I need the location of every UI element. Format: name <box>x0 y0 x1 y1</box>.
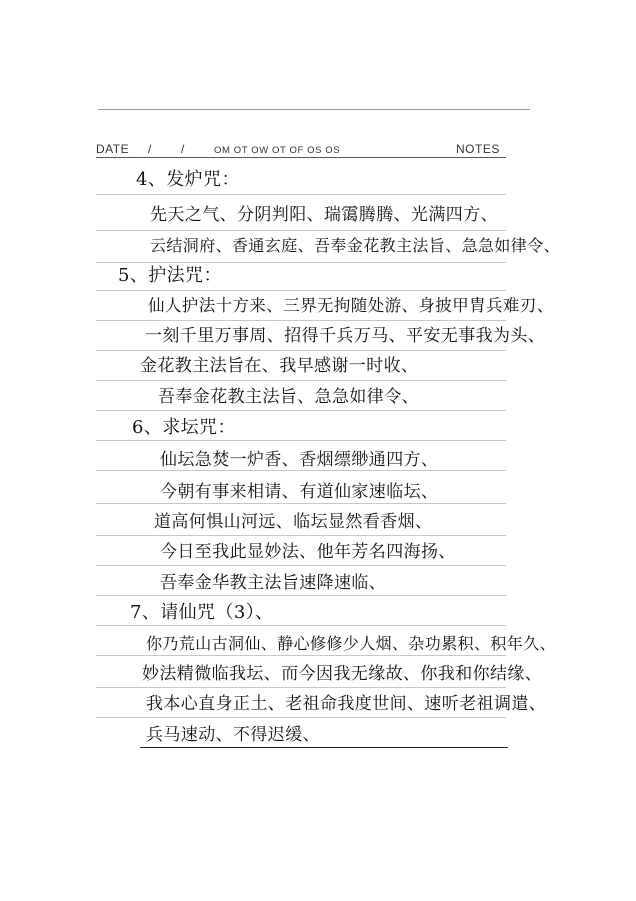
section-heading: 5、护法咒： <box>118 265 222 286</box>
ruled-line <box>96 380 506 381</box>
ruled-line <box>96 350 506 351</box>
text-line: 先天之气、分阴判阳、瑞霭腾腾、光满四方、 <box>150 205 498 225</box>
ruled-line <box>96 320 506 321</box>
weekday-codes: OM OT OW OT OF OS OS <box>214 145 341 156</box>
text-line: 我本心直身正土、老祖命我度世间、速听老祖调遣、 <box>146 694 547 714</box>
ruled-line <box>96 625 506 626</box>
ruled-line <box>96 230 506 231</box>
date-slash: / <box>148 142 152 156</box>
text-line: 金花教主法旨在、我早感谢一时收、 <box>140 356 419 376</box>
text-line: 妙法精微临我坛、而今因我无缘故、你我和你结缘、 <box>142 664 543 684</box>
ruled-line <box>96 503 506 504</box>
ruled-line <box>96 262 506 263</box>
text-line: 云结洞府、香通玄庭、吾奉金花教主法旨、急急如律令、 <box>150 236 561 255</box>
date-slash: / <box>181 142 185 156</box>
header-rule <box>96 157 506 158</box>
date-label: DATE <box>96 142 130 156</box>
top-divider <box>98 109 530 110</box>
text-line: 吾奉金花教主法旨、急急如律令、 <box>158 387 419 407</box>
ruled-line <box>96 717 506 718</box>
ruled-line <box>96 565 506 566</box>
ruled-line <box>96 290 506 291</box>
ruled-line <box>96 687 506 688</box>
ruled-line <box>96 410 506 411</box>
text-line: 道高何惧山河远、临坛显然看香烟、 <box>154 512 433 532</box>
section-heading: 4、发炉咒： <box>136 169 240 190</box>
notes-label: NOTES <box>456 142 500 156</box>
text-line: 仙人护法十方来、三界无拘随处游、身披甲胄兵难刃、 <box>148 296 554 315</box>
text-line: 你乃荒山古洞仙、静心修修少人烟、杂功累积、积年久、 <box>146 634 557 653</box>
text-line: 吾奉金华教主法旨速降速临、 <box>160 573 387 593</box>
section-heading: 7、请仙咒（3）、 <box>130 602 274 623</box>
text-line: 一刻千里万事周、招得千兵万马、平安无事我为头、 <box>145 326 546 346</box>
section-heading: 6、求坛咒： <box>132 417 236 438</box>
ruled-line <box>96 470 506 471</box>
text-line: 今日至我此显妙法、他年芳名四海扬、 <box>160 542 456 562</box>
text-line: 仙坛急焚一炉香、香烟缥缈通四方、 <box>160 450 439 470</box>
text-line: 兵马速动、不得迟缓、 <box>146 725 320 745</box>
text-line: 今朝有事来相请、有道仙家速临坛、 <box>160 482 439 502</box>
ruled-line <box>96 655 506 656</box>
ruled-line <box>96 194 506 195</box>
closing-underline <box>140 747 508 748</box>
ruled-line <box>96 595 506 596</box>
ruled-line <box>96 440 506 441</box>
ruled-line <box>96 535 506 536</box>
